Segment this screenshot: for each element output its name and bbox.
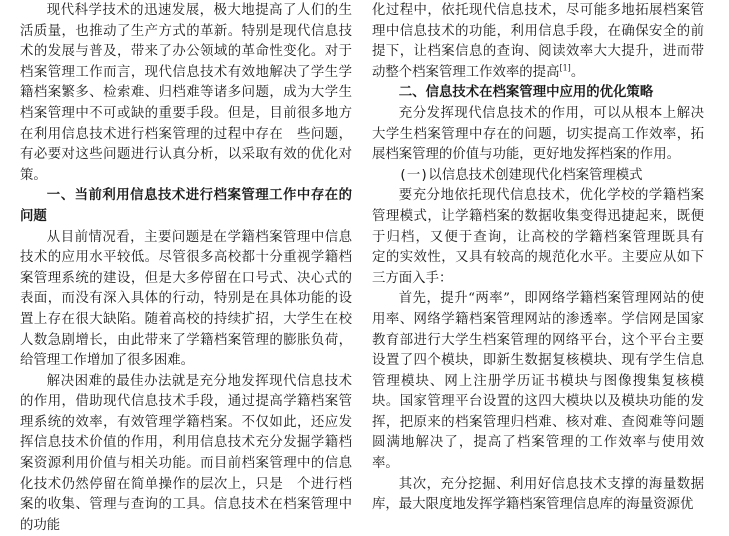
continued-text: 化过程中，依托现代信息技术，尽可能多地拓展档案管理中信息技术的功能，利用信息手段，在确保安全的前提下，让档案信息的查询、阅读效率大大提升，进而带动整个档案管理工作效率的提高 xyxy=(372,3,704,80)
left-column xyxy=(20,1,352,536)
right-column xyxy=(372,1,718,516)
second-point-paragraph: 其次，充分挖掘、利用好信息技术支撑的海量数据库，最大限度地发挥学籍档案管理信息库的海量资源优 xyxy=(372,476,704,513)
section-heading-1: 一、当前利用信息技术进行档案管理工作中存在的问题 xyxy=(20,188,352,224)
subsection-heading-1: (一)以信息技术创建现代化档案管理模式 xyxy=(398,167,643,183)
intro-paragraph: 现代科学技术的迅速发展，极大地提高了人们的生活质量，也推动了生产方式的革新。特别是现代信息技术的发展与普及，带来了办公领域的革命性变化。对于档案管理工作而言，现代信息技术有效地解决了学生学籍档案繁多、检索难、归档难等诸多问题，成为大学生档案管理中不可或缺的重要手段。但是，目前很多地方在利用信息技术进行档案管理的过程中存在 些问题，有必要对这些问题进行认真分析，以采取有效的优化对策。 xyxy=(20,3,352,183)
model-paragraph: 要充分地依托现代信息技术，优化学校的学籍档案管理模式，让学籍档案的数据收集变得迅捷起来，既便于归档，又便于查询，让高校的学籍档案管理既具有 定的实效性，又具有较高的规范化水平。主要应从如下三方面入手： xyxy=(372,188,718,286)
section-heading-2: 二、信息技术在档案管理中应用的优化策略 xyxy=(398,85,654,101)
continued-end: 。 xyxy=(570,64,585,80)
problem-paragraph: 从目前情况看，主要问题是在学籍档案管理中信息技术的应用水平较低。尽管很多高校都十分重视学籍档案管理系统的建设，但是大多停留在口号式、决心式的表面，而没有深入具体的行动，特别是在具体功能的设置上存在很大缺陷。随着高校的持续扩招，大学生在校人数急剧增长，由此带来了学籍档案管理的膨胀负荷，给管理工作增加了很多困难。 xyxy=(20,229,352,369)
solution-paragraph: 解决困难的最佳办法就是充分地发挥现代信息技术的作用，借助现代信息技术手段，通过提高学籍档案管理系统的效率，有效管理学籍档案。不仅如此，还应发挥信息技术价值的作用，利用信息技术充分发掘学籍档案资源利用价值与相关功能。而目前档案管理中的信息化技术仍然停留在简单操作的层次上，只是 个进行档案的收集、管理与查询的工具。信息技术在档案管理中的功能 xyxy=(20,373,352,533)
strategy-paragraph: 充分发挥现代信息技术的作用，可以从根本上解决大学生档案管理中存在的问题，切实提高工作效率，拓展档案管理的价值与功能，更好地发挥档案的作用。 xyxy=(372,105,704,163)
first-point-paragraph: 首先，提升“两率”，即网络学籍档案管理网站的使用率、网络学籍档案管理网站的渗透率。学信网是国家教育部进行大学生档案管理的网络平台，这个平台主要设置了四个模块，即新生数据复核模块、现有学生信息管理模块、网上注册学历证书模块与图像搜集复核模块。国家管理平台设置的这四大模块以及模块功能的发挥，把原来的档案管理归档难、核对难、查阅难等问题圆满地解决了，提高了档案管理的工作效率与使用效率。 xyxy=(372,291,704,472)
citation-ref: [1] xyxy=(559,63,571,73)
continued-paragraph xyxy=(372,1,704,83)
